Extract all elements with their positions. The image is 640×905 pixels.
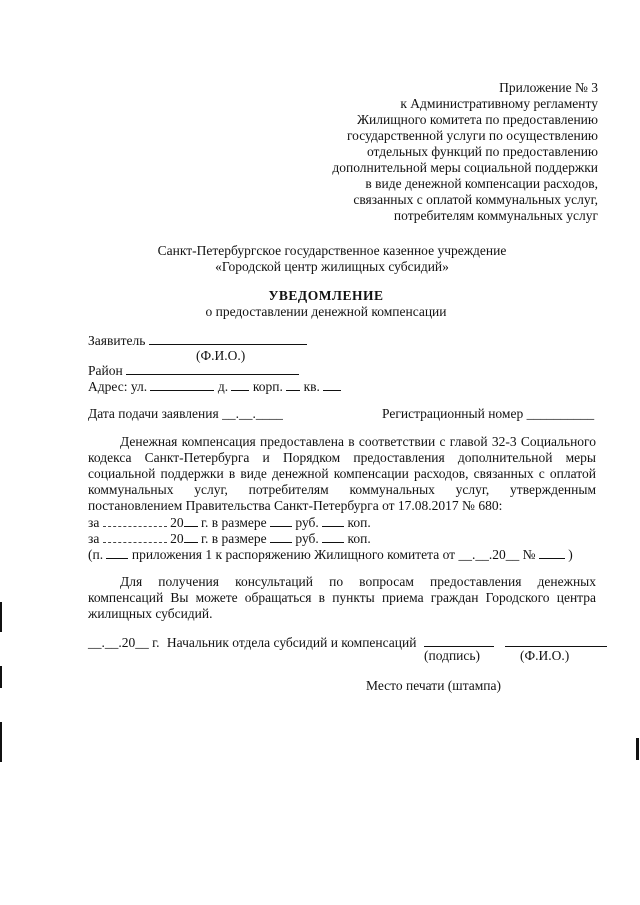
- scan-edge-mark: [0, 602, 2, 632]
- appendix-line: Жилищного комитета по предоставлению: [356, 112, 598, 127]
- reference-number-field[interactable]: [539, 546, 565, 559]
- submission-date-row: [88, 406, 283, 422]
- institution-center: «Городской центр жилищных субсидий»: [215, 259, 449, 274]
- appendix-line: в виде денежной компенсации расходов,: [365, 176, 598, 191]
- scan-edge-mark: [636, 738, 639, 760]
- payment-amount-text: г. в размере: [200, 531, 267, 546]
- payment-row-prefix: за: [88, 531, 100, 546]
- institution-name: Санкт-Петербургское государственное казенное учреждение: [157, 243, 507, 258]
- address-row: [88, 378, 341, 395]
- scan-edge-mark: [0, 722, 2, 762]
- payment-kop-field[interactable]: [322, 514, 344, 527]
- appendix-line: отдельных функций по предоставлению: [366, 144, 598, 159]
- building-field[interactable]: [286, 378, 300, 391]
- signature-fio-hint: (Ф.И.О.): [520, 648, 570, 663]
- district-label: Район: [88, 363, 123, 378]
- apartment-field[interactable]: [323, 378, 341, 391]
- reference-open: (п.: [88, 547, 104, 562]
- payment-rub-label: руб.: [295, 531, 319, 546]
- appendix-line: к Административному регламенту: [400, 96, 598, 111]
- address-label: Адрес: ул.: [88, 379, 148, 394]
- appendix-line: государственной услуги по осуществлению: [346, 128, 598, 143]
- signature-date-field[interactable]: __.__.20__ г.: [88, 635, 160, 650]
- document-subtitle: о предоставлении денежной компенсации: [205, 304, 447, 319]
- applicant-row: [88, 332, 307, 349]
- payment-kop-field[interactable]: [322, 530, 344, 543]
- registration-number-label: Регистрационный номер: [382, 406, 524, 421]
- payment-period-field[interactable]: [103, 514, 167, 527]
- payment-kop-label: коп.: [347, 531, 371, 546]
- payment-period-field[interactable]: [103, 530, 167, 543]
- applicant-name-field[interactable]: [149, 332, 307, 345]
- building-label: корп.: [252, 379, 283, 394]
- reference-row: [88, 546, 573, 563]
- applicant-label: Заявитель: [88, 333, 146, 348]
- signature-field[interactable]: [424, 634, 494, 647]
- submission-date-field[interactable]: __.__.____: [222, 406, 283, 421]
- reference-date-field[interactable]: __.__.20__: [458, 547, 520, 562]
- compensation-paragraph: Денежная компенсация предоставлена в соответствии с главой 32-3 Социального кодекса Санкт-Петербурга и Порядком предоставления дополнительной меры социальной поддержки в виде денежной компенсации расходов, связанных с оплатой коммунальных услуг, потребителям коммунальных услуг, утвержденным постановлением Правительства Санкт-Петербурга от 17.08.2017 № 680:: [88, 434, 596, 513]
- house-label: д.: [217, 379, 229, 394]
- street-field[interactable]: [150, 378, 214, 391]
- appendix-line: потребителям коммунальных услуг: [393, 208, 598, 223]
- payment-row-prefix: за: [88, 515, 100, 530]
- apartment-label: кв.: [303, 379, 320, 394]
- payment-row: [88, 530, 371, 547]
- appendix-block: [238, 80, 598, 224]
- document-title: УВЕДОМЛЕНИЕ: [268, 288, 384, 303]
- registration-number-row: [382, 406, 594, 422]
- payment-year-field[interactable]: [184, 514, 198, 527]
- submission-date-label: Дата подачи заявления: [88, 406, 219, 421]
- district-row: [88, 362, 299, 379]
- payment-rub-label: руб.: [295, 515, 319, 530]
- reference-text: приложения 1 к распоряжению Жилищного комитета от: [131, 547, 456, 562]
- payment-amount-text: г. в размере: [200, 515, 267, 530]
- reference-item-field[interactable]: [106, 546, 128, 559]
- applicant-fio-hint: (Ф.И.О.): [196, 348, 246, 363]
- stamp-label: Место печати (штампа): [366, 678, 502, 693]
- appendix-line: дополнительной меры социальной поддержки: [332, 160, 598, 175]
- appendix-line: связанных с оплатой коммунальных услуг,: [353, 192, 598, 207]
- payment-kop-label: коп.: [347, 515, 371, 530]
- signature-hint: (подпись): [424, 648, 481, 663]
- payment-year-prefix: 20: [170, 515, 184, 530]
- scan-edge-mark: [0, 666, 2, 688]
- payment-rub-field[interactable]: [270, 514, 292, 527]
- reference-close: ): [568, 547, 573, 562]
- payment-rub-field[interactable]: [270, 530, 292, 543]
- appendix-line: Приложение № 3: [499, 80, 598, 95]
- signature-role: Начальник отдела субсидий и компенсаций: [166, 635, 417, 650]
- payment-year-prefix: 20: [170, 531, 184, 546]
- payment-year-field[interactable]: [184, 530, 198, 543]
- district-field[interactable]: [126, 362, 299, 375]
- consultation-paragraph: Для получения консультаций по вопросам предоставления денежных компенсаций Вы можете обращаться в пункты приема граждан Городского центра жилищных субсидий.: [88, 574, 596, 621]
- house-field[interactable]: [231, 378, 249, 391]
- reference-number-label: №: [522, 547, 536, 562]
- payment-row: [88, 514, 371, 531]
- registration-number-field[interactable]: __________: [526, 406, 595, 421]
- signature-fio-field[interactable]: [505, 634, 607, 647]
